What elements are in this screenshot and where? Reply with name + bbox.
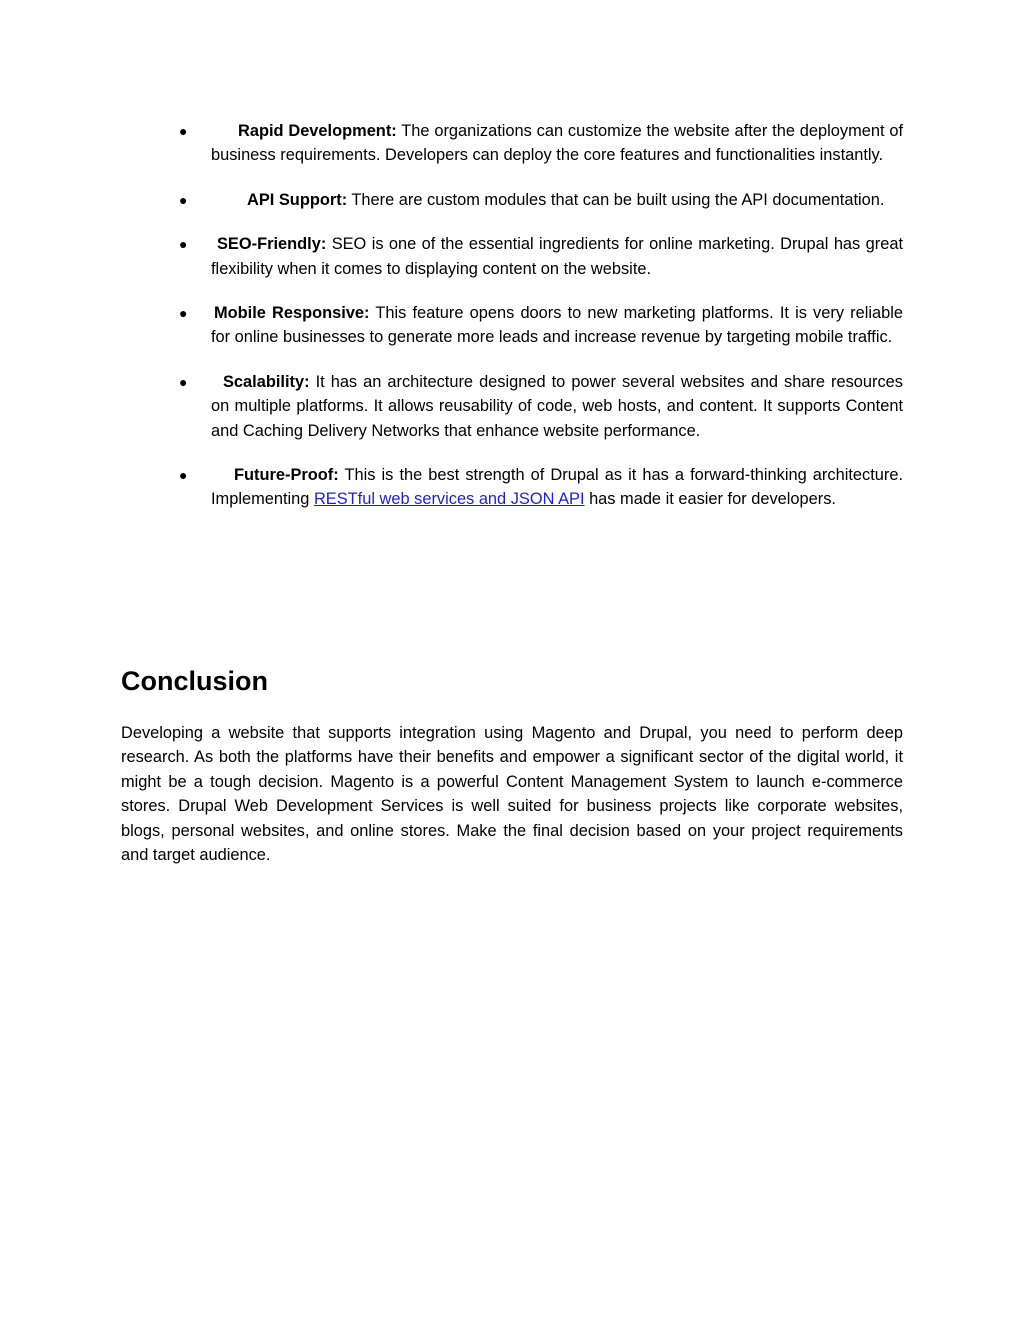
feature-description: This is the best strength of Drupal as it has a forward-thinking architecture. Implementing [211,466,903,509]
feature-description: The organizations can customize the website after the deployment of business requirements. Developers can deploy the core features and functionalities instantly. [211,122,904,165]
feature-term: SEO-Friendly: [217,235,327,254]
list-item-seo-friendly [121,232,903,281]
list-item-api-support [121,188,903,212]
feature-term: Rapid Development: [238,122,397,140]
bullet-icon: ● [179,305,188,322]
restful-json-api-link[interactable]: RESTful web services and JSON API [313,490,585,509]
feature-term: Mobile Responsive: [214,304,370,323]
list-item-future-proof [121,463,903,512]
bullet-icon: ● [179,236,188,253]
feature-description: This feature opens doors to new marketing platforms. It is very reliable for online businesses to generate more leads and increase revenue by targeting mobile traffic. [211,304,903,347]
bullet-icon: ● [179,373,188,390]
feature-description: SEO is one of the essential ingredients for online marketing. Drupal has great flexibility when it comes to displaying content on the website. [211,235,903,278]
list-item-rapid-development [121,119,903,168]
feature-list [121,119,903,532]
conclusion-paragraph: Developing a website that supports integration using Magento and Drupal, you need to perform deep research. As both the platforms have their benefits and empower a significant sector of the digital world, it might be a tough decision. Magento is a powerful Content Management System to launch e-commerce stores. Drupal Web Development Services is well suited for business projects like corporate websites, blogs, personal websites, and online stores. Make the final decision based on your project requirements and target audience. [121,724,903,865]
feature-term: API Support: [247,190,348,209]
feature-term: Scalability: [223,372,310,391]
feature-description-tail: has made it easier for developers. [584,490,836,509]
feature-description: It has an architecture designed to power several websites and share resources on multiple platforms. It allows reusability of code, web hosts, and content. It supports Content and Caching Delivery Networks that enhance website performance. [211,372,903,440]
feature-description: There are custom modules that can be built using the API documentation. [347,190,885,209]
bullet-icon: ● [179,191,188,208]
bullet-icon: ● [179,467,188,484]
list-item-scalability [121,370,903,443]
list-item-mobile-responsive [121,301,903,350]
bullet-icon: ● [179,123,188,139]
conclusion-heading: Conclusion [121,666,268,696]
feature-term: Future-Proof: [234,466,339,485]
